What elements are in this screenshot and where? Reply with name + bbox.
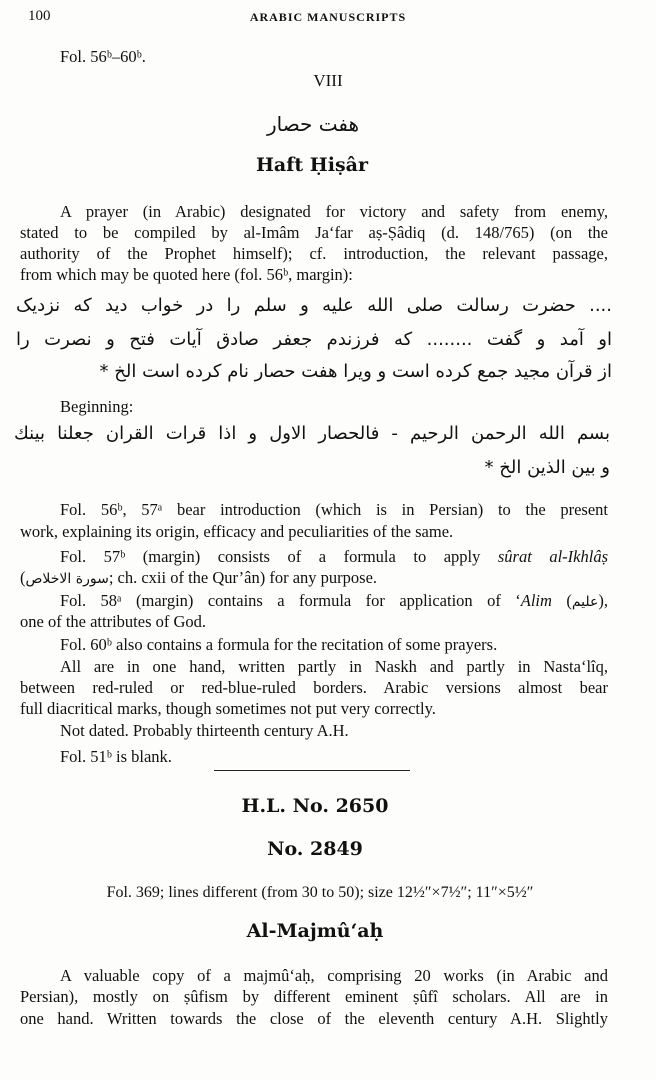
work-title-2: Al-Majmû‘aḥ [246,920,384,942]
folio-info: Fol. 369; lines different (from 30 to 50); size 12½″×7½″; 11″×5½″ [106,884,534,901]
folio-range: Fol. 56ᵇ–60ᵇ. [60,47,146,66]
desc-line-2: Persian), mostly on ṣûfism by different eminent ṣûfî scholars. All are in [20,987,608,1006]
beginning-line-2: و بین الذین الخ * [484,457,610,478]
intro-line-1: A prayer (in Arabic) designated for victory and safety from enemy, [60,202,608,221]
para-56b-line-2: work, explaining its origin, efficacy and peculiarities of the same. [20,522,454,541]
para-hand-line-1: All are in one hand, written partly in Naskh and partly in Nasta‘lîq, [60,657,608,676]
para-57b-line-2: (سورة الاخلاص; ch. cxii of the Qur’ân) for any purpose. [20,568,378,587]
para-58a-line-2: one of the attributes of God. [20,612,207,631]
section-numeral: VIII [313,71,343,90]
quote-line-3: از قرآن مجید جمع کرده است و ویرا هفت حصار نام کرده است الخ * [99,361,612,382]
intro-line-3: authority of the Prophet himself); cf. introduction, the relevant passage, [20,244,608,263]
blank-folio-note: Fol. 51ᵇ is blank. [60,747,172,766]
desc-line-3: one hand. Written towards the close of the eleventh century A.H. Slightly [20,1009,608,1028]
hl-number: H.L. No. 2650 [241,795,389,817]
work-title: Haft Ḥiṣâr [255,154,368,176]
para-hand-line-3: full diacritical marks, though sometimes not put very correctly. [20,699,436,718]
section-divider [214,770,410,771]
quote-line-1: .... حضرت رسالت صلی الله علیه و سلم را در خواب دید که نزدیک [16,295,612,316]
beginning-label: Beginning: [60,397,134,416]
manuscript-number: No. 2849 [267,838,363,860]
beginning-line-1: بسم الله الرحمن الرحیم - فالحصار الاول و اذا قرات القران جعلنا بینك [14,423,610,444]
para-58a-line-1: Fol. 58ᵃ (margin) contains a formula for application of ‘Alim (علیم), [60,591,608,610]
not-dated: Not dated. Probably thirteenth century A.H. [60,721,349,740]
para-57b-line-1: Fol. 57ᵇ (margin) consists of a formula to apply sûrat al-Ikhlâṣ [60,547,608,566]
para-60b: Fol. 60ᵇ also contains a formula for the recitation of some prayers. [60,635,498,654]
arabic-title: هفت حصار [266,112,360,136]
para-56b-line-1: Fol. 56ᵇ, 57ᵃ bear introduction (which is in Persian) to the present [60,500,608,519]
quote-line-2: او آمد و گفت ........ که فرزندم جعفر صادق آیات فتح و نصرت را [16,329,612,350]
intro-line-4: from which may be quoted here (fol. 56ᵇ, margin): [20,265,353,284]
desc-line-1: A valuable copy of a majmû‘aḥ, comprising 20 works (in Arabic and [60,966,608,985]
para-hand-line-2: between red-ruled or red-blue-ruled borders. Arabic versions almost bear [20,678,608,697]
page-number: 100 [28,8,51,24]
running-title: ARABIC MANUSCRIPTS [249,10,407,24]
intro-line-2: stated to be compiled by al-Imâm Ja‘far aṣ-Ṣâdiq (d. 148/765) (on the [20,223,608,242]
